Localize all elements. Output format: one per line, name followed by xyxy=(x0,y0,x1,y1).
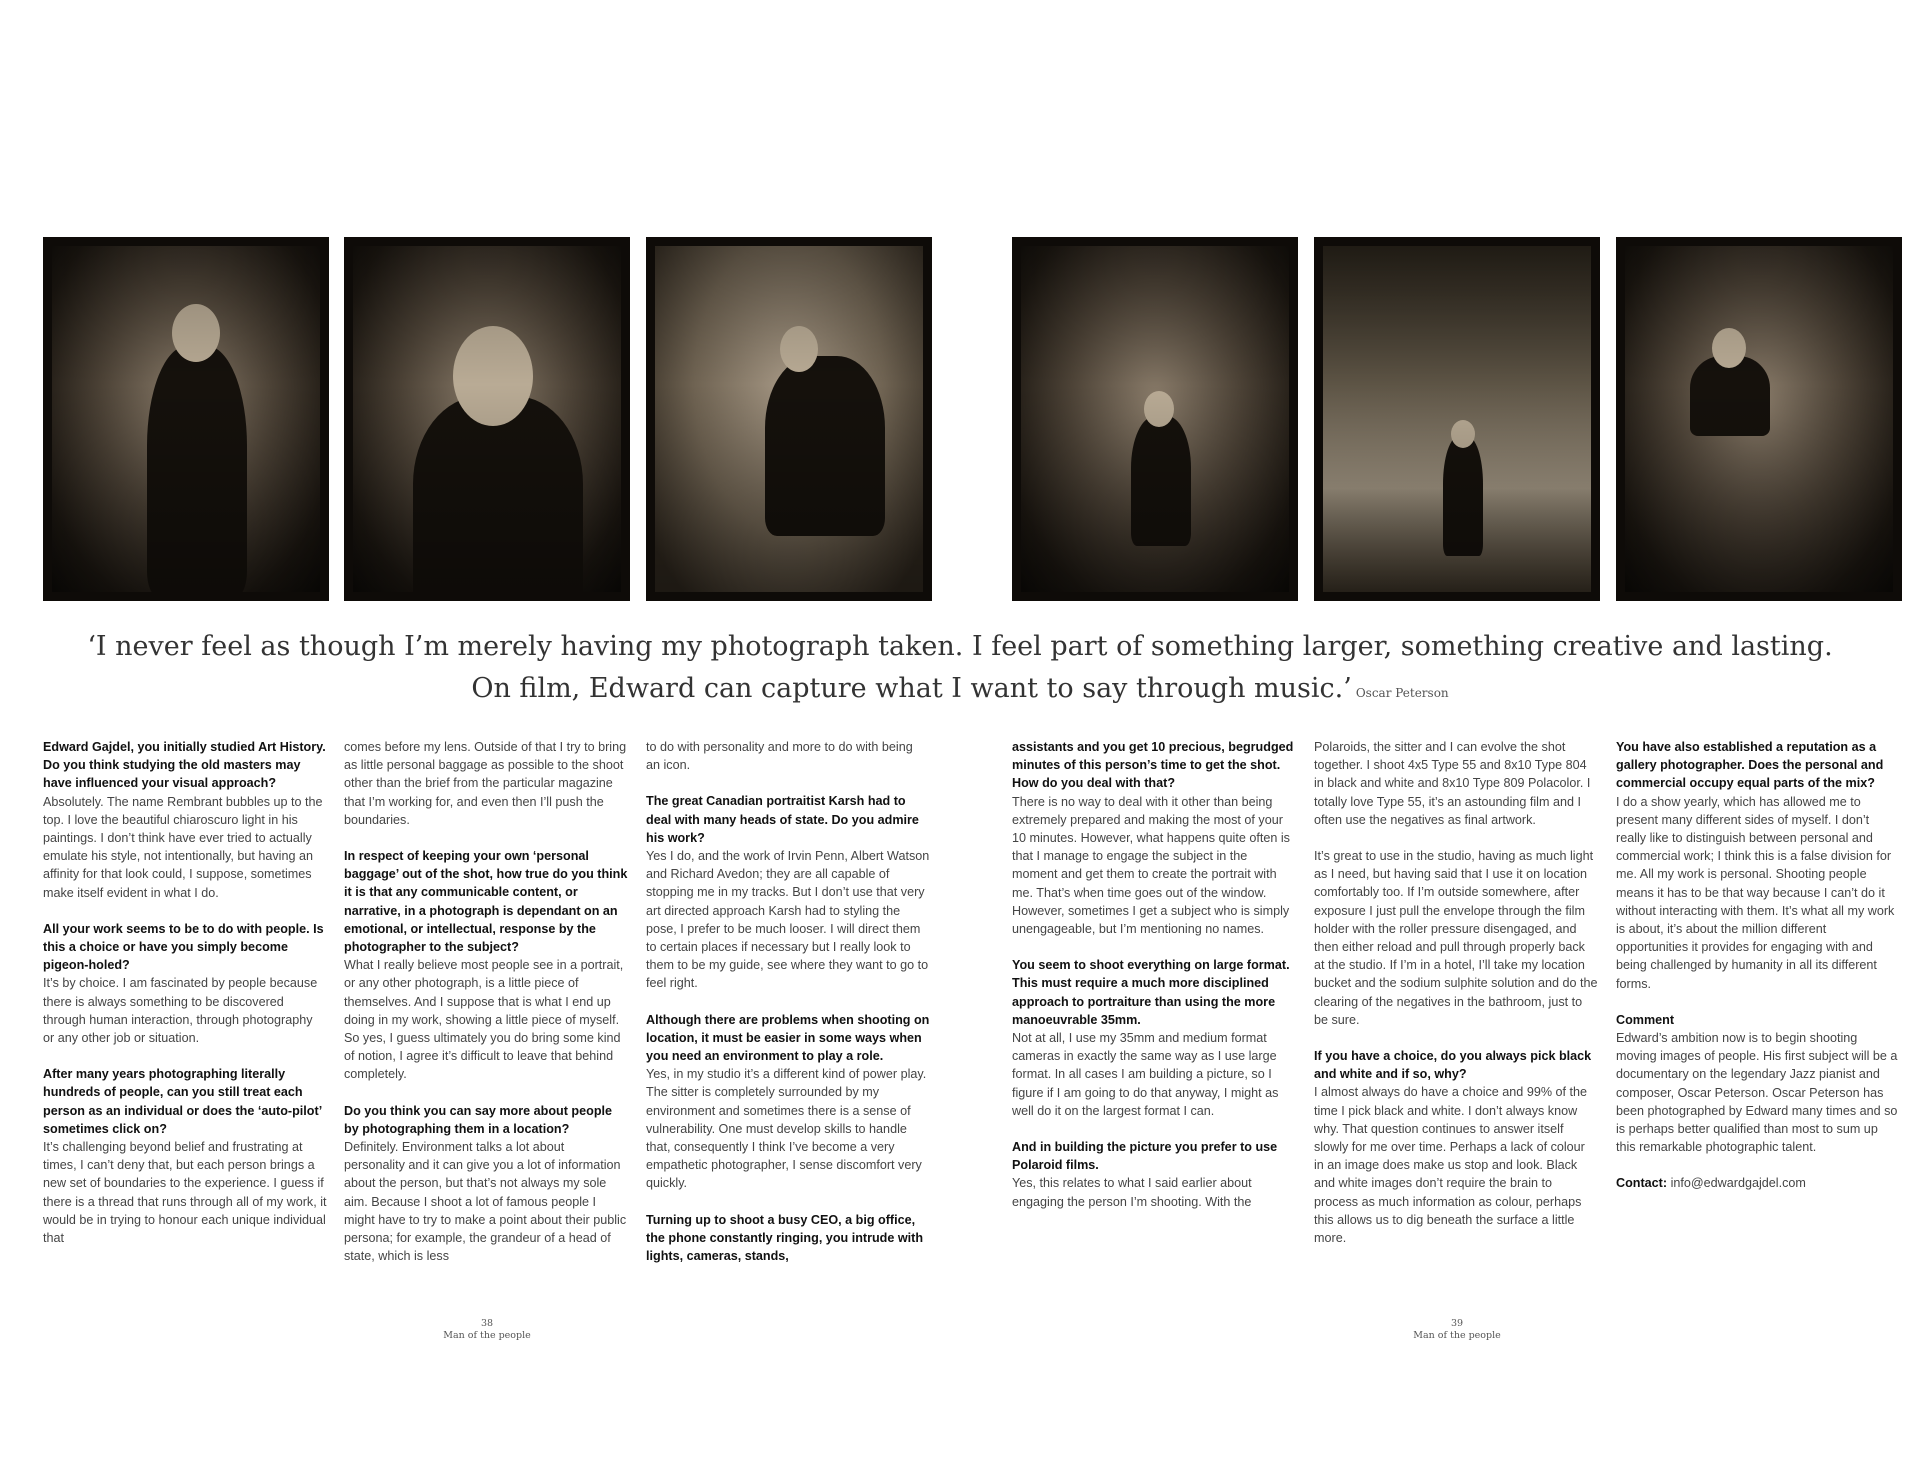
qa-block xyxy=(1616,738,1900,993)
portrait-photo-4 xyxy=(1012,237,1298,601)
contact-line xyxy=(1616,1174,1900,1192)
comment-text: Edward’s ambition now is to begin shooting moving images of people. His first subject will be a documentary on the legendary Jazz pianist and composer, Oscar Peterson. Oscar Peterson has been photographed by Edward many times and so is perhaps better qualified than most to sum up this remarkable photographic talent. xyxy=(1616,1031,1898,1155)
page-number: 39 xyxy=(1450,1318,1464,1329)
qa-block xyxy=(1012,1138,1296,1211)
photo-vignette xyxy=(1021,246,1289,592)
interview-question: If you have a choice, do you always pick black and white and if so, why? xyxy=(1314,1049,1592,1082)
portrait-photo-3 xyxy=(646,237,932,601)
qa-block xyxy=(1314,738,1598,829)
qa-block xyxy=(646,738,930,774)
running-title: Man of the people xyxy=(1413,1330,1501,1341)
interview-answer: I do a show yearly, which has allowed me to present many different sides of myself. I don’t really like to distinguish between personal and commercial work; I think this is a false division for me. All my work is personal. Shooting people means it has to be that way because I can’t do it without interacting with them. It’s what all my work is about, it’s about the million different opportunities it provides for engaging with and being challenged by humanity in all its different forms. xyxy=(1616,794,1895,991)
interview-answer: to do with personality and more to do with being an icon. xyxy=(646,740,913,773)
qa-block xyxy=(646,1011,930,1193)
interview-answer: Yes I do, and the work of Irvin Penn, Albert Watson and Richard Avedon; they are all capable of stopping me in my tracks. But I don’t use that very art directed approach Karsh had to styling the pose, I prefer to be much looser. I will direct them to certain places if necessary but I really look to them to be my guide, see where they want to go to feel right. xyxy=(646,849,930,991)
interview-question: After many years photographing literally hundreds of people, can you still treat each person as an individual or does the ‘auto-pilot’ sometimes click on? xyxy=(43,1067,322,1136)
qa-block xyxy=(1012,956,1296,1120)
article-column-4 xyxy=(1012,738,1296,1229)
interview-answer: Not at all, I use my 35mm and medium format cameras in exactly the same way as I use large format. In all cases I am building a picture, so I figure if I am going to do that anyway, I might as well do it on the largest format I can. xyxy=(1012,1031,1279,1118)
interview-answer: Yes, this relates to what I said earlier about engaging the person I’m shooting. With the xyxy=(1012,1176,1252,1209)
contact-email: info@edwardgajdel.com xyxy=(1670,1176,1806,1191)
interview-answer: Yes, in my studio it’s a different kind of power play. The sitter is completely surrounded by my environment and sometimes there is a sense of vulnerability. One must develop skills to handle that, consequently I think I’ve become a very empathetic photographer, I sense discomfort very quickly. xyxy=(646,1067,927,1191)
interview-question: Edward Gajdel, you initially studied Art History. Do you think studying the old masters may have influenced your visual approach? xyxy=(43,740,326,791)
interview-answer: It’s challenging beyond belief and frustrating at times, I can’t deny that, but each person brings a new set of boundaries to the experience. I guess if there is a thread that runs through all of my work, it would be in trying to honour each unique individual that xyxy=(43,1140,327,1246)
interview-answer: It’s by choice. I am fascinated by people because there is always something to be discovered through human interaction, through photography or any other job or situation. xyxy=(43,976,318,1046)
photo-vignette xyxy=(1323,246,1591,592)
qa-block xyxy=(43,738,327,902)
qa-block xyxy=(43,920,327,1047)
interview-answer: There is no way to deal with it other than being extremely prepared and making the most of your 10 minutes. However, what happens quite often is that I manage to engage the subject in the moment and get them to create the portrait with me. That’s when time goes out of the window. However, sometimes I get a subject who is simply unengageable, but I’m mentioning no names. xyxy=(1012,794,1290,937)
qa-block xyxy=(646,792,930,992)
pull-quote-line-2-text: On film, Edward can capture what I want to say through music.’ xyxy=(471,673,1352,704)
photo-vignette xyxy=(655,246,923,592)
interview-answer: comes before my lens. Outside of that I try to bring as little personal baggage as possible to the shoot other than the brief from the particular magazine that I’m working for, and even then I’ll push the boundaries. xyxy=(344,740,627,827)
comment-heading: Comment xyxy=(1616,1012,1675,1027)
interview-question: All your work seems to be to do with people. Is this a choice or have you simply become pigeon-holed? xyxy=(43,921,324,973)
interview-question: The great Canadian portraitist Karsh had to deal with many heads of state. Do you admire his work? xyxy=(646,794,919,845)
qa-block xyxy=(1012,738,1296,938)
quote-attribution: Oscar Peterson xyxy=(1355,686,1449,700)
interview-question: In respect of keeping your own ‘personal baggage’ out of the shot, how true do you think it is that any communicable content, or narrative, in a photograph is dependant on an emotional, or intellectual, response by the photographer to the subject? xyxy=(344,849,628,955)
portrait-photo-5 xyxy=(1314,237,1600,601)
running-title: Man of the people xyxy=(443,1330,531,1341)
pull-quote-line-2 xyxy=(0,668,1920,714)
contact-label: Contact: xyxy=(1616,1176,1668,1191)
qa-block xyxy=(646,1211,930,1266)
page-number: 38 xyxy=(480,1318,494,1329)
pull-quote-line-1: ‘I never feel as though I’m merely having my photograph taken. I feel part of something larger, something creative and lasting. xyxy=(87,631,1833,662)
article-column-2 xyxy=(344,738,628,1283)
portrait-photo-2 xyxy=(344,237,630,601)
portrait-photo-6 xyxy=(1616,237,1902,601)
article-column-1 xyxy=(43,738,327,1265)
article-column-5 xyxy=(1314,738,1598,1265)
interview-question: Although there are problems when shooting on location, it must be easier in some ways when you need an environment to play a role. xyxy=(646,1012,930,1064)
qa-block xyxy=(344,1102,628,1266)
interview-answer: It’s great to use in the studio, having as much light as I need, but having said that I use it on location comfortably too. If I’m outside somewhere, after exposure I just pull the envelope through the film holder with the roller pressure disengaged, and then either reload and pull through properly back at the studio. If I’m in a hotel, I’ll take my location bucket and the sodium sulphite solution and do the clearing of the negatives in the bathroom, just to be sure. xyxy=(1314,849,1598,1027)
pull-quote xyxy=(0,626,1920,714)
interview-question: And in building the picture you prefer to use Polaroid films. xyxy=(1012,1140,1278,1173)
interview-answer: Definitely. Environment talks a lot about personality and it can give you a lot of information about the person, but that’s not always my sole aim. Because I shoot a lot of famous people I might have to try to make a point about their public persona; for example, the grandeur of a head of state, which is less xyxy=(344,1140,627,1264)
interview-question: assistants and you get 10 precious, begrudged minutes of this person’s time to get the shot. How do you deal with that? xyxy=(1012,740,1294,791)
interview-question: Do you think you can say more about people by photographing them in a location? xyxy=(344,1103,613,1136)
article-column-6 xyxy=(1616,738,1900,1211)
article-column-3 xyxy=(646,738,930,1283)
page-folio-right xyxy=(1357,1318,1557,1342)
interview-answer: What I really believe most people see in a portrait, or any other photograph, is a little piece of themselves. And I suppose that is what I end up doing in my work, showing a little piece of myself. So yes, I guess ultimately you do bring some kind of notion, I agree it’s difficult to leave that behind completely. xyxy=(344,958,624,1082)
interview-answer: Polaroids, the sitter and I can evolve the shot together. I shoot 4x5 Type 55 and 8x10 Type 804 in black and white and 8x10 Type 809 Polacolor. I totally love Type 55, it’s an astounding film and I often use the negatives as final artwork. xyxy=(1314,740,1591,827)
interview-answer: Absolutely. The name Rembrant bubbles up to the top. I love the beautiful chiaroscuro light in his paintings. I don’t think have ever tried to actually emulate his style, not intentionally, but having an affinity for that look could, I suppose, sometimes make itself evident in what I do. xyxy=(43,794,323,900)
page-folio-left xyxy=(387,1318,587,1342)
qa-block xyxy=(1314,847,1598,1029)
qa-block xyxy=(1314,1047,1598,1247)
portrait-photo-1 xyxy=(43,237,329,601)
interview-question: Turning up to shoot a busy CEO, a big office, the phone constantly ringing, you intrude with lights, cameras, stands, xyxy=(646,1212,924,1264)
interview-question: You seem to shoot everything on large format. This must require a much more disciplined approach to portraiture than using the more manoeuvrable 35mm. xyxy=(1012,958,1290,1027)
qa-block xyxy=(1616,1011,1900,1157)
qa-block xyxy=(344,738,628,829)
interview-question: You have also established a reputation as a gallery photographer. Does the personal and commercial occupy equal parts of the mix? xyxy=(1616,740,1884,791)
interview-answer: I almost always do have a choice and 99% of the time I pick black and white. I don’t always know why. That question continues to answer itself slowly for me over time. Perhaps a lack of colour in an image does make us stop and look. Black and white images don’t require the brain to process as much information as colour, perhaps this allows us to dig beneath the surface a little more. xyxy=(1314,1085,1588,1246)
photo-vignette xyxy=(1625,246,1893,592)
photo-vignette xyxy=(353,246,621,592)
photo-vignette xyxy=(52,246,320,592)
qa-block xyxy=(43,1065,327,1247)
qa-block xyxy=(344,847,628,1084)
